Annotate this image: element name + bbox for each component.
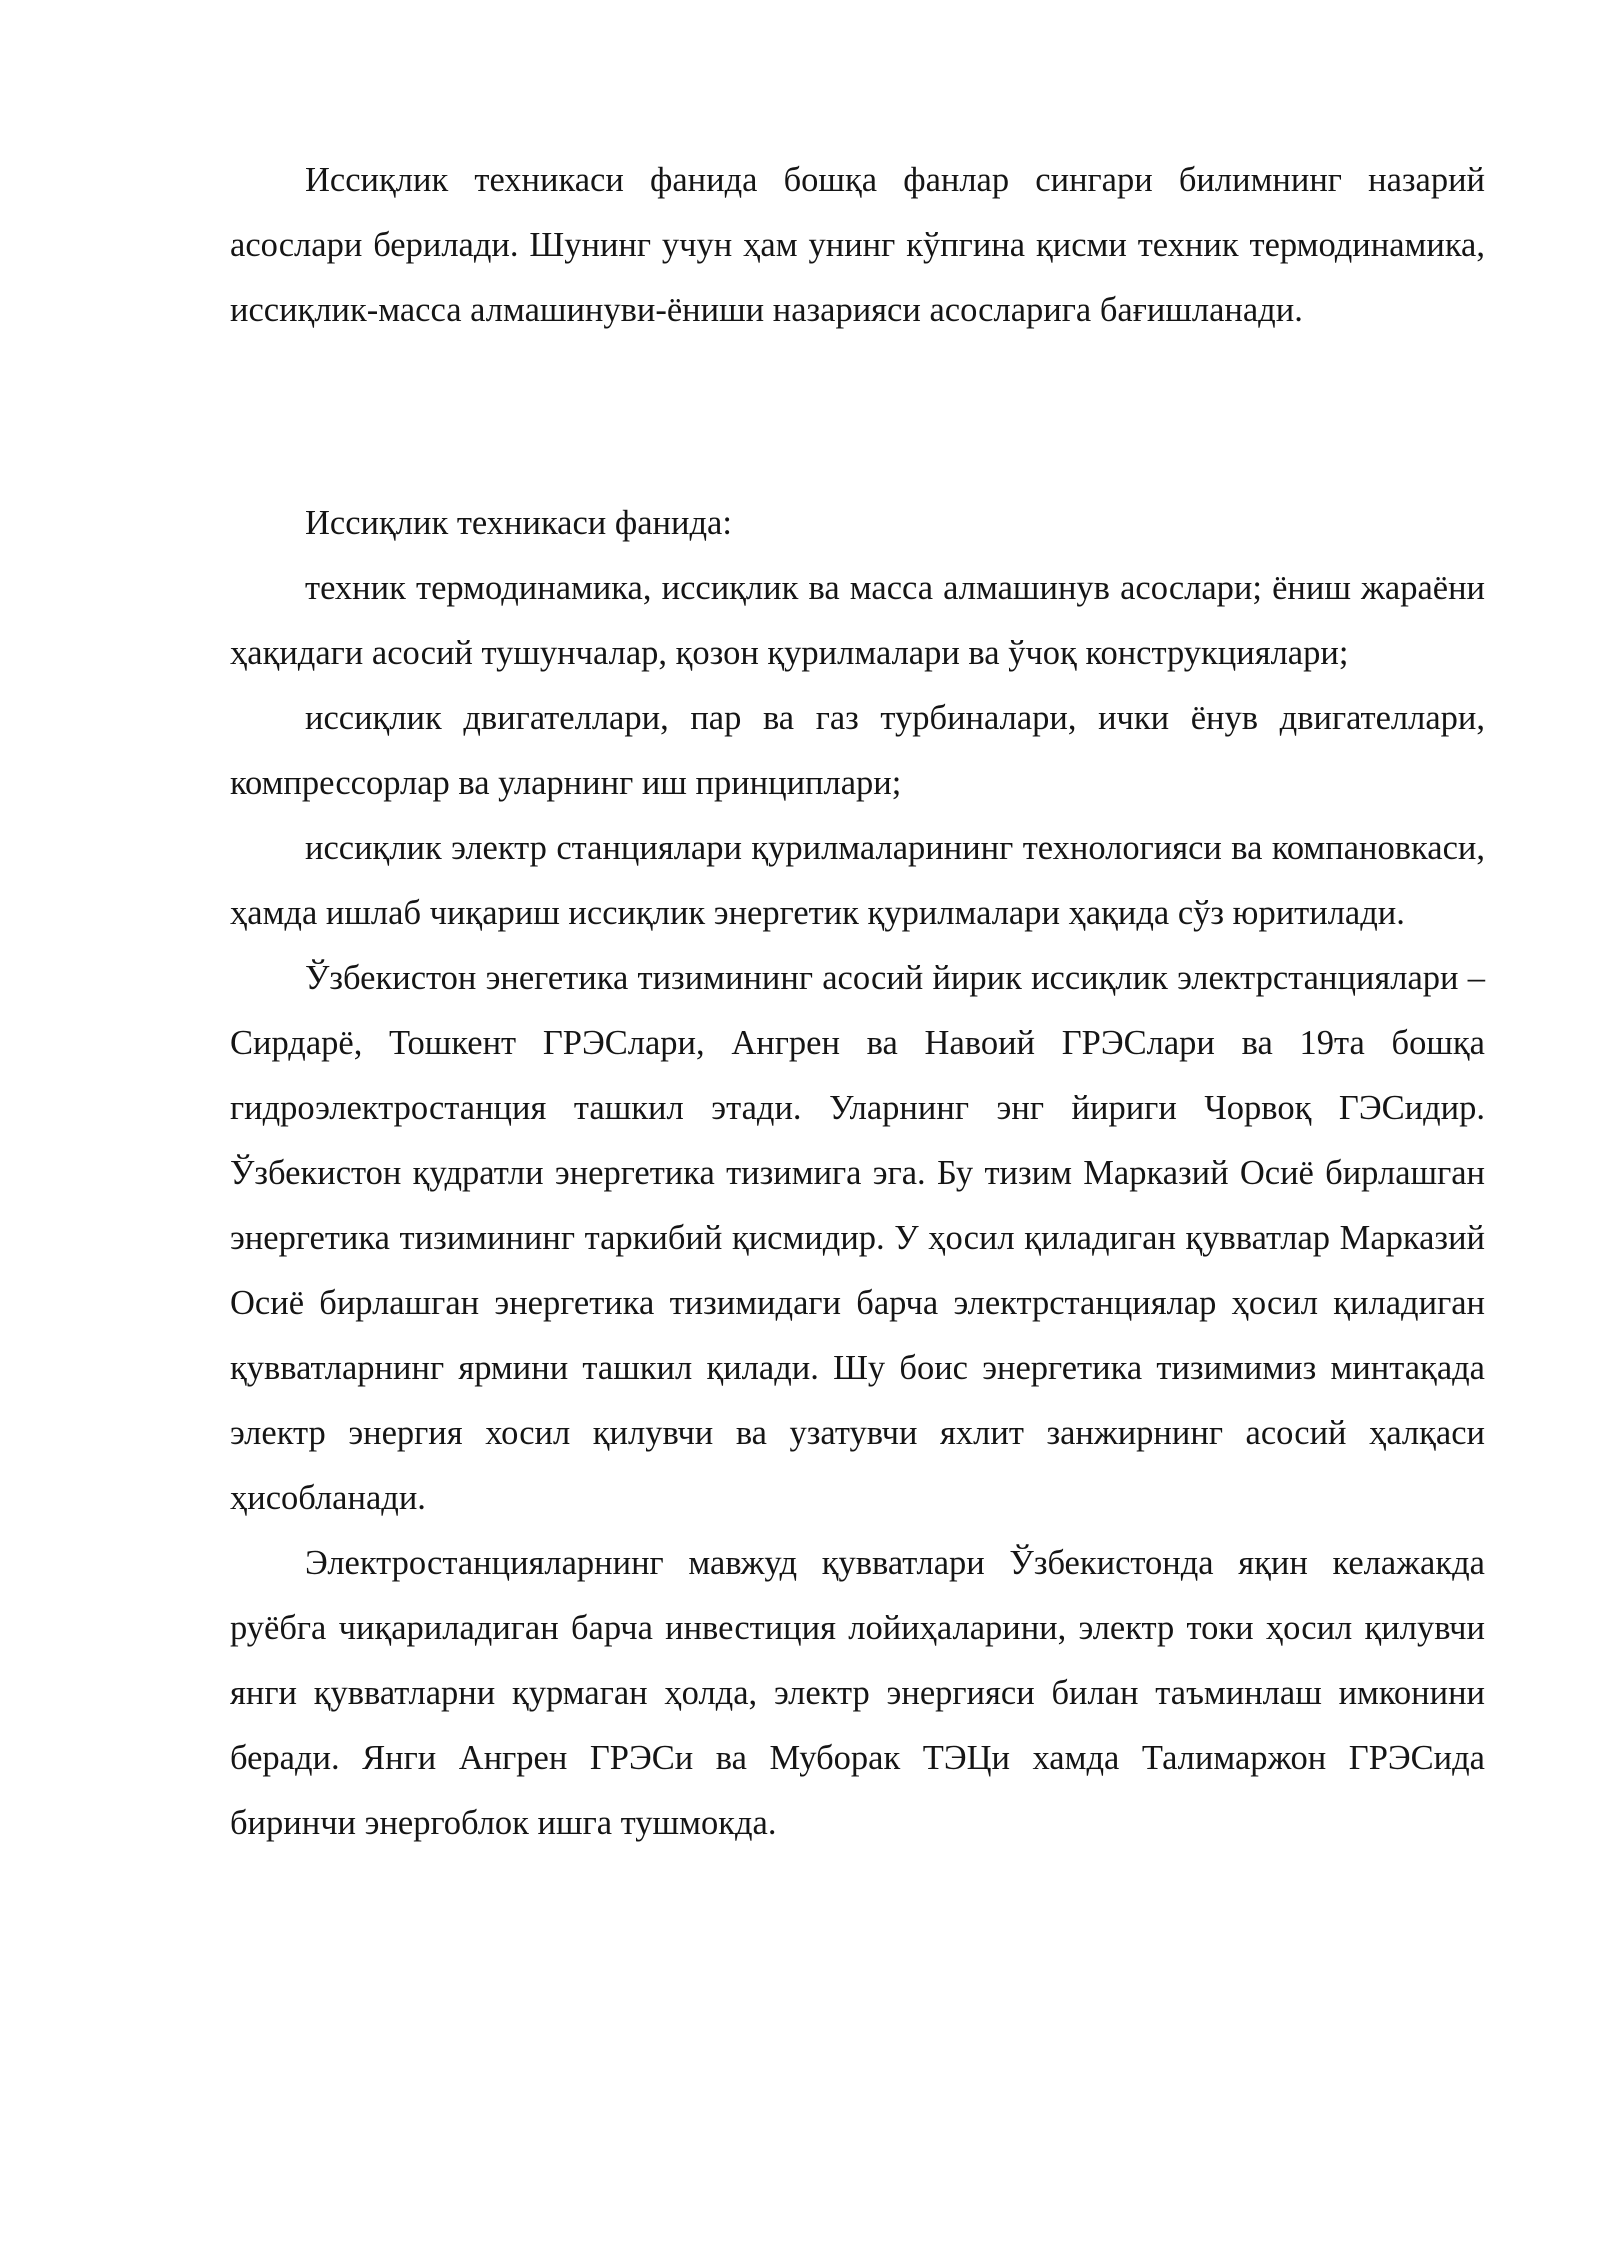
uzbekistan-energy-paragraph: Ўзбекистон энегетика тизимининг асосий йирик иссиқлик электрстанциялари – Сирдарё, Тошкент ГРЭСлари, Ангрен ва Навоий ГРЭСлари ва 19та бошқа гидроэлектростанция ташкил этади. Уларнинг энг йириги Чорвоқ ГЭСидир. Ўзбекистон қудратли энергетика тизимига эга. Бу тизим Марказий Осиё бирлашган энергетика тизимининг таркибий қисмидир. У ҳосил қиладиган қувватлар Марказий Осиё бирлашган энергетика тизимидаги барча электрстанциялар ҳосил қиладиган қувватларнинг ярмини ташкил қилади. Шу боис энергетика тизимимиз минтақада электр энергия хосил қилувчи ва узатувчи яхлит занжирнинг асосий ҳалқаси ҳисобланади. <box>230 959 1485 1517</box>
list-item-engines: иссиқлик двигателлари, пар ва газ турбиналари, ички ёнув двигателлари, компрессорлар ва уларнинг иш принциплари; <box>230 699 1485 802</box>
section-heading: Иссиқлик техникаси фанида: <box>305 504 732 542</box>
power-capacity-paragraph: Электростанцияларнинг мавжуд қувватлари Ўзбекистонда яқин келажакда руёбга чиқариладиган барча инвестиция лойиҳаларини, электр токи ҳосил қилувчи янги қувватларни қурмаган ҳолда, электр энергияси билан таъминлаш имконини беради. Янги Ангрен ГРЭСи ва Муборак ТЭЦи хамда Талимаржон ГРЭСида биринчи энергоблок ишга тушмокда. <box>230 1544 1485 1842</box>
section-spacer <box>230 343 1485 491</box>
list-item-power-stations: иссиқлик электр станциялари қурилмаларининг технологияси ва компановкаси, ҳамда ишлаб чиқариш иссиқлик энергетик қурилмалари ҳақида сўз юритилади. <box>230 829 1485 932</box>
list-item-thermodynamics: техник термодинамика, иссиқлик ва масса алмашинув асослари; ёниш жараёни ҳақидаги асосий тушунчалар, қозон қурилмалари ва ўчоқ конструкциялари; <box>230 569 1485 672</box>
document-body <box>230 148 1485 1856</box>
intro-paragraph: Иссиқлик техникаси фанида бошқа фанлар сингари билимнинг назарий асослари берилади. Шунинг учун ҳам унинг кўпгина қисми техник термодинамика, иссиқлик-масса алмашинуви-ёниши назарияси асосларига бағишланади. <box>230 161 1485 329</box>
